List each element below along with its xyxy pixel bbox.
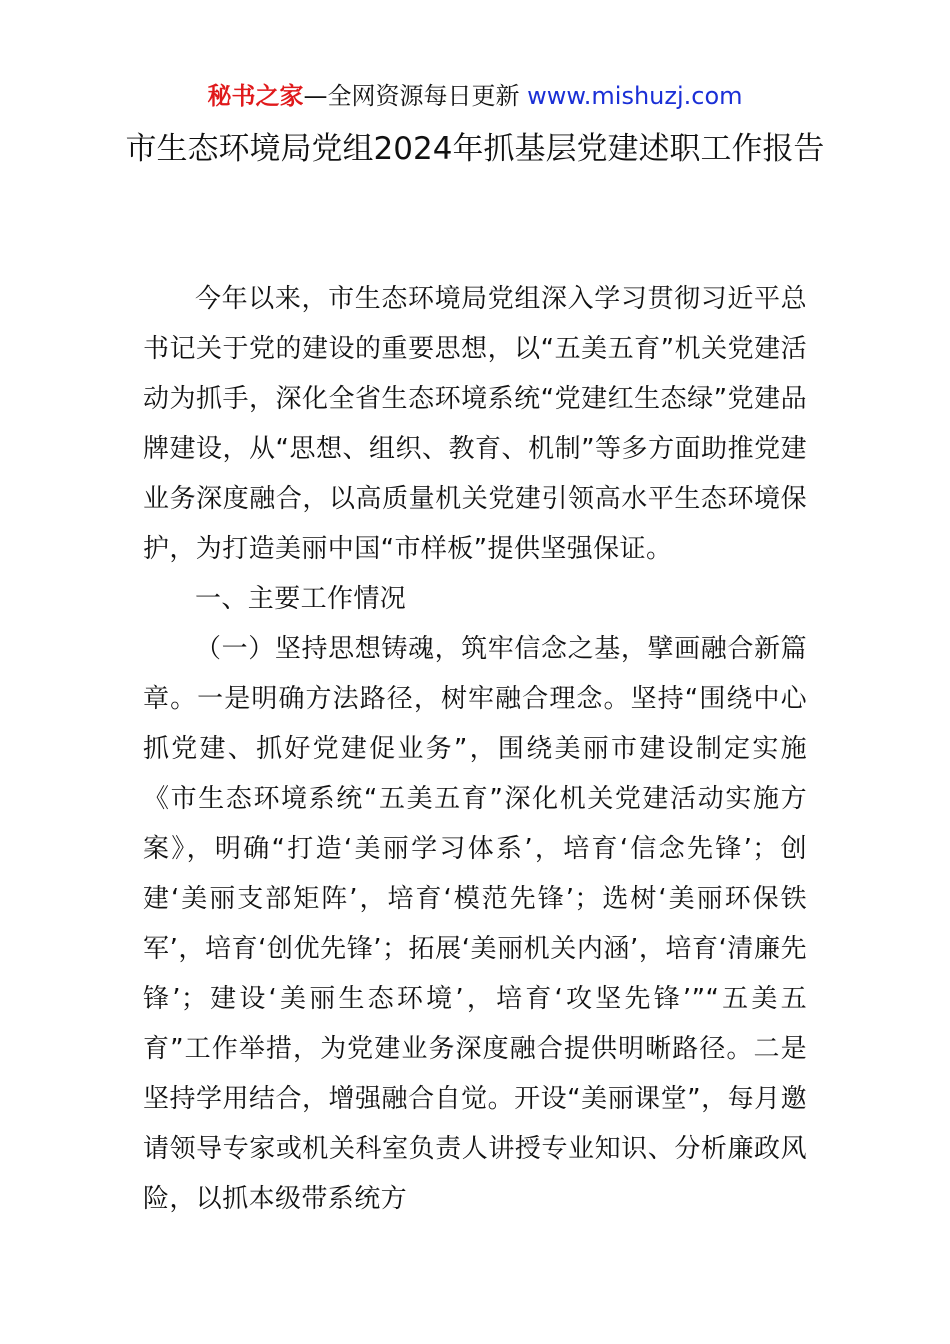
document-body: [143, 274, 807, 1224]
site-banner: [0, 80, 950, 112]
document-title: 市生态环境局党组2024年抓基层党建述职工作报告: [125, 131, 825, 167]
banner-slogan: —全网资源每日更新: [303, 82, 528, 110]
section-heading: 一、主要工作情况: [195, 584, 407, 614]
intro-paragraph: 今年以来，市生态环境局党组深入学习贯彻习近平总书记关于党的建设的重要思想，以“五美五育”机关党建活动为抓手，深化全省生态环境系统“党建红生态绿”党建品牌建设，从“思想、组织、教育、机制”等多方面助推党建业务深度融合，以高质量机关党建引领高水平生态环境保护，为打造美丽中国“市样板”提供坚强保证。: [143, 284, 807, 564]
subsection-paragraph: （一）坚持思想铸魂，筑牢信念之基，擘画融合新篇章。一是明确方法路径，树牢融合理念。坚持“围绕中心抓党建、抓好党建促业务”，围绕美丽市建设制定实施《市生态环境系统“五美五育”深化机关党建活动实施方案》，明确“打造‘美丽学习体系’，培育‘信念先锋’；创建‘美丽支部矩阵’，培育‘模范先锋’；选树‘美丽环保铁军’，培育‘创优先锋’；拓展‘美丽机关内涵’，培育‘清廉先锋’；建设‘美丽生态环境’，培育‘攻坚先锋’”“五美五育”工作举措，为党建业务深度融合提供明晰路径。二是坚持学用结合，增强融合自觉。开设“美丽课堂”，每月邀请领导专家或机关科室负责人讲授专业知识、分析廉政风险，以抓本级带系统方: [143, 634, 807, 1214]
banner-brand: 秘书之家: [207, 82, 304, 110]
banner-url[interactable]: www.mishuzj.com: [527, 82, 743, 110]
